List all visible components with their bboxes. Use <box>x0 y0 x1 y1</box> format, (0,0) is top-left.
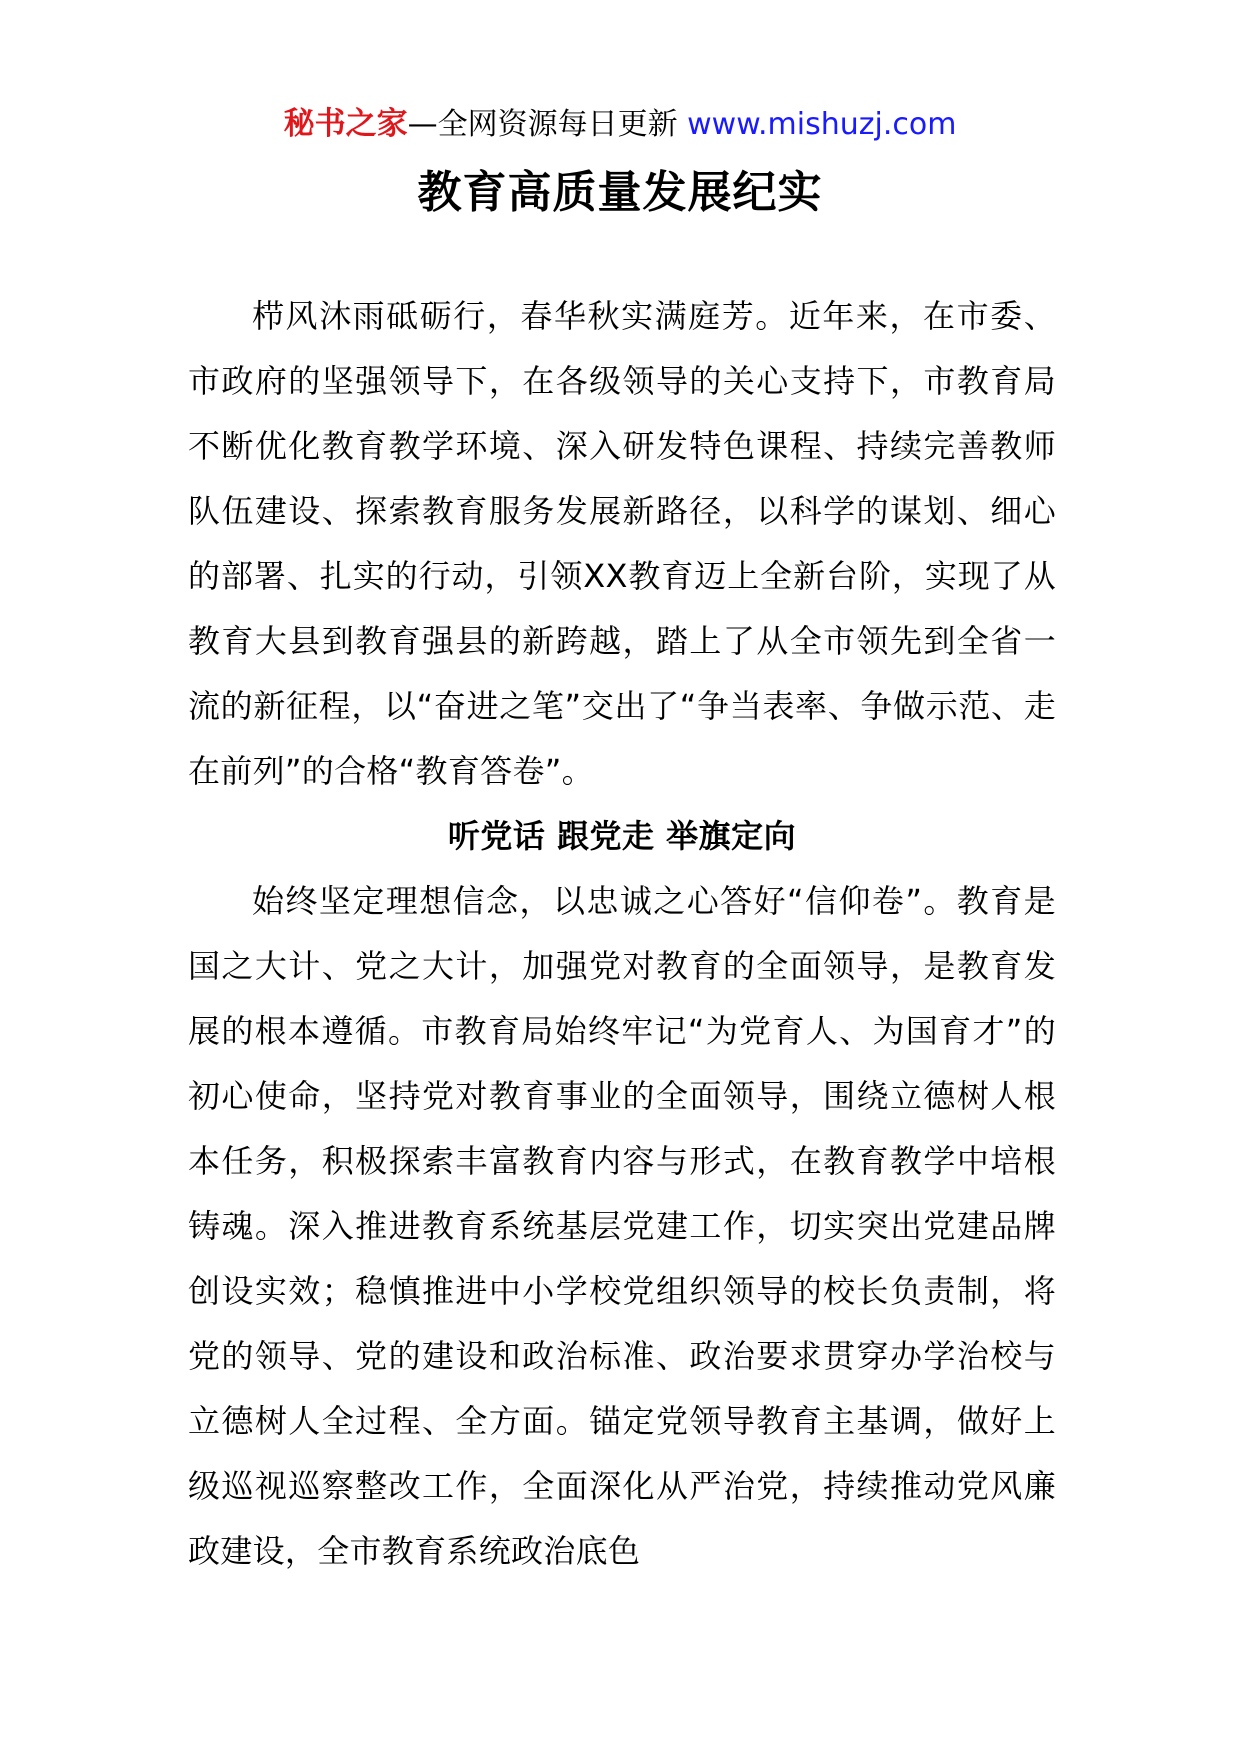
brand-slogan: —全网资源每日更新 <box>407 107 678 142</box>
site-watermark-header <box>0 102 1240 147</box>
brand-name: 秘书之家 <box>283 106 408 142</box>
section-heading: 听党话 跟党走 举旗定向 <box>447 817 797 855</box>
site-url-link[interactable]: www.mishuzj.com <box>687 107 957 142</box>
intro-paragraph: 栉风沐雨砥砺行，春华秋实满庭芳。近年来，在市委、市政府的坚强领导下，在各级领导的关心支持下，市教育局不断优化教育教学环境、深入研发特色课程、持续完善教师队伍建设、探索教育服务发展新路径，以科学的谋划、细心的部署、扎实的行动，引领XX教育迈上全新台阶，实现了从教育大县到教育强县的新跨越，踏上了从全市领先到全省一流的新征程，以“奋进之笔”交出了“争当表率、争做示范、走在前列”的合格“教育答卷”。 <box>188 297 1056 790</box>
document-body <box>188 284 1056 1584</box>
document-title: 教育高质量发展纪实 <box>417 167 823 218</box>
section-paragraph: 始终坚定理想信念，以忠诚之心答好“信仰卷”。教育是国之大计、党之大计，加强党对教育的全面领导，是教育发展的根本遵循。市教育局始终牢记“为党育人、为国育才”的初心使命，坚持党对教育事业的全面领导，围绕立德树人根本任务，积极探索丰富教育内容与形式，在教育教学中培根铸魂。深入推进教育系统基层党建工作，切实突出党建品牌创设实效；稳慎推进中小学校党组织领导的校长负责制，将党的领导、党的建设和政治标准、政治要求贯穿办学治校与立德树人全过程、全方面。锚定党领导教育主基调，做好上级巡视巡察整改工作，全面深化从严治党，持续推动党风廉政建设，全市教育系统政治底色 <box>188 882 1056 1570</box>
